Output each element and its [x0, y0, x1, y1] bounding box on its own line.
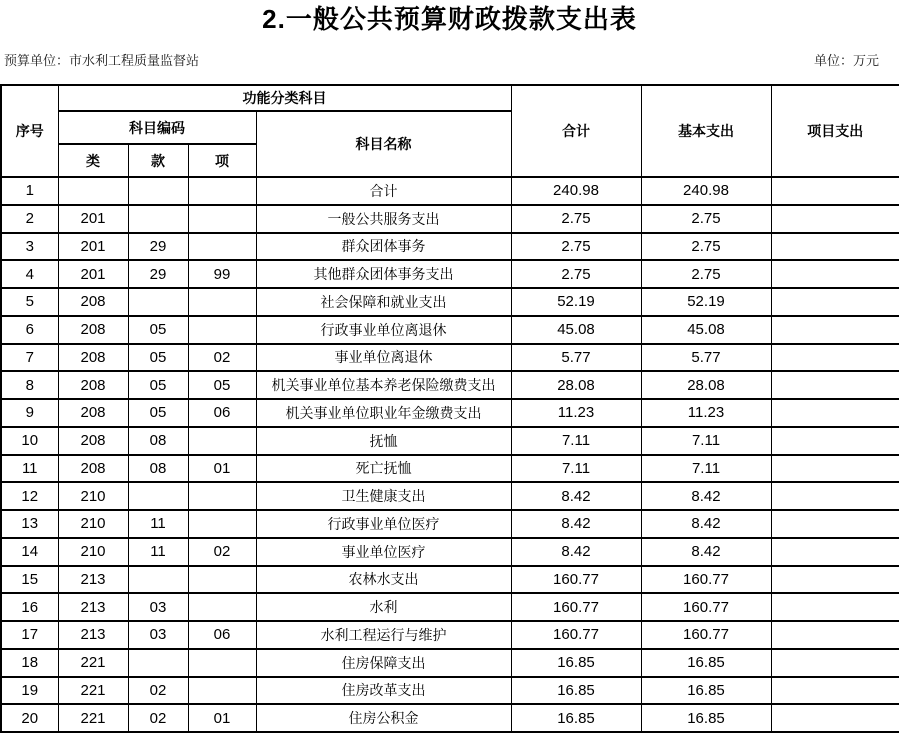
table-row [1, 510, 899, 538]
cell-basic: 2.75 [641, 233, 771, 261]
cell-basic: 8.42 [641, 510, 771, 538]
cell-basic: 28.08 [641, 371, 771, 399]
cell-total: 160.77 [511, 593, 641, 621]
cell-item-code: 05 [188, 371, 256, 399]
cell-seq: 4 [1, 260, 58, 288]
table-row [1, 233, 899, 261]
header-row-1 [1, 85, 899, 111]
header-basic: 基本支出 [641, 85, 771, 177]
cell-section-code [128, 205, 188, 233]
cell-item-code: 06 [188, 621, 256, 649]
cell-section-code [128, 177, 188, 205]
cell-project [771, 399, 899, 427]
header-functional-group: 功能分类科目 [58, 85, 511, 111]
cell-item-code [188, 510, 256, 538]
cell-class-code: 208 [58, 344, 128, 372]
cell-total: 2.75 [511, 233, 641, 261]
cell-project [771, 371, 899, 399]
cell-total: 2.75 [511, 205, 641, 233]
cell-seq: 18 [1, 649, 58, 677]
cell-project [771, 482, 899, 510]
cell-class-code: 210 [58, 482, 128, 510]
cell-project [771, 510, 899, 538]
cell-class-code: 201 [58, 260, 128, 288]
cell-item-code [188, 288, 256, 316]
cell-subject-name: 抚恤 [256, 427, 511, 455]
cell-seq: 12 [1, 482, 58, 510]
cell-section-code: 11 [128, 510, 188, 538]
budget-unit-label: 预算单位：市水利工程质量监督站 [4, 53, 200, 68]
cell-subject-name: 社会保障和就业支出 [256, 288, 511, 316]
cell-total: 16.85 [511, 704, 641, 732]
table-row [1, 205, 899, 233]
cell-subject-name: 合计 [256, 177, 511, 205]
page-title: 2.一般公共预算财政拨款支出表 [262, 4, 637, 34]
cell-seq: 11 [1, 455, 58, 483]
cell-section-code: 08 [128, 427, 188, 455]
cell-section-code: 05 [128, 371, 188, 399]
table-row [1, 455, 899, 483]
cell-basic: 7.11 [641, 455, 771, 483]
cell-item-code [188, 427, 256, 455]
cell-subject-name: 机关事业单位基本养老保险缴费支出 [256, 371, 511, 399]
cell-seq: 9 [1, 399, 58, 427]
expenditure-table [0, 84, 899, 733]
cell-class-code: 221 [58, 704, 128, 732]
cell-basic: 45.08 [641, 316, 771, 344]
header-code-class: 类 [58, 144, 128, 177]
cell-item-code [188, 677, 256, 705]
cell-class-code: 201 [58, 233, 128, 261]
cell-basic: 16.85 [641, 677, 771, 705]
cell-basic: 2.75 [641, 205, 771, 233]
cell-section-code: 11 [128, 538, 188, 566]
cell-class-code: 208 [58, 427, 128, 455]
table-row [1, 482, 899, 510]
cell-total: 52.19 [511, 288, 641, 316]
cell-basic: 8.42 [641, 538, 771, 566]
cell-item-code: 02 [188, 344, 256, 372]
cell-class-code: 201 [58, 205, 128, 233]
cell-seq: 17 [1, 621, 58, 649]
cell-project [771, 205, 899, 233]
unit-label: 单位：万元 [813, 53, 879, 68]
cell-seq: 14 [1, 538, 58, 566]
cell-project [771, 177, 899, 205]
table-row [1, 704, 899, 732]
cell-project [771, 704, 899, 732]
cell-project [771, 233, 899, 261]
table-row [1, 593, 899, 621]
table-row [1, 177, 899, 205]
cell-seq: 20 [1, 704, 58, 732]
cell-class-code: 210 [58, 510, 128, 538]
cell-total: 16.85 [511, 649, 641, 677]
header-subject-name: 科目名称 [256, 111, 511, 177]
cell-total: 2.75 [511, 260, 641, 288]
cell-total: 5.77 [511, 344, 641, 372]
cell-basic: 240.98 [641, 177, 771, 205]
cell-subject-name: 农林水支出 [256, 566, 511, 594]
cell-project [771, 538, 899, 566]
cell-section-code: 03 [128, 593, 188, 621]
cell-subject-name: 事业单位离退休 [256, 344, 511, 372]
table-header [1, 85, 899, 177]
cell-class-code: 208 [58, 371, 128, 399]
cell-seq: 15 [1, 566, 58, 594]
table-row [1, 316, 899, 344]
cell-basic: 160.77 [641, 593, 771, 621]
header-seq: 序号 [1, 85, 58, 177]
cell-seq: 7 [1, 344, 58, 372]
cell-class-code: 208 [58, 455, 128, 483]
cell-project [771, 344, 899, 372]
cell-seq: 13 [1, 510, 58, 538]
cell-project [771, 260, 899, 288]
cell-basic: 52.19 [641, 288, 771, 316]
cell-basic: 8.42 [641, 482, 771, 510]
cell-seq: 1 [1, 177, 58, 205]
cell-project [771, 427, 899, 455]
cell-total: 45.08 [511, 316, 641, 344]
cell-subject-name: 卫生健康支出 [256, 482, 511, 510]
table-row [1, 566, 899, 594]
header-project: 项目支出 [771, 85, 899, 177]
cell-total: 11.23 [511, 399, 641, 427]
cell-subject-name: 一般公共服务支出 [256, 205, 511, 233]
cell-subject-name: 行政事业单位医疗 [256, 510, 511, 538]
cell-seq: 6 [1, 316, 58, 344]
cell-project [771, 593, 899, 621]
cell-seq: 3 [1, 233, 58, 261]
cell-seq: 19 [1, 677, 58, 705]
table-row [1, 621, 899, 649]
cell-seq: 5 [1, 288, 58, 316]
cell-total: 8.42 [511, 482, 641, 510]
cell-project [771, 316, 899, 344]
cell-class-code [58, 177, 128, 205]
cell-section-code: 29 [128, 260, 188, 288]
cell-seq: 2 [1, 205, 58, 233]
table-row [1, 260, 899, 288]
cell-subject-name: 群众团体事务 [256, 233, 511, 261]
cell-subject-name: 水利 [256, 593, 511, 621]
cell-class-code: 213 [58, 593, 128, 621]
meta-row [4, 50, 879, 69]
cell-subject-name: 死亡抚恤 [256, 455, 511, 483]
header-code-group: 科目编码 [58, 111, 256, 144]
cell-seq: 10 [1, 427, 58, 455]
cell-basic: 16.85 [641, 704, 771, 732]
cell-item-code [188, 316, 256, 344]
cell-class-code: 213 [58, 566, 128, 594]
cell-item-code: 06 [188, 399, 256, 427]
cell-subject-name: 水利工程运行与维护 [256, 621, 511, 649]
cell-section-code: 08 [128, 455, 188, 483]
table-body [1, 177, 899, 732]
cell-total: 16.85 [511, 677, 641, 705]
table-row [1, 288, 899, 316]
cell-section-code: 02 [128, 677, 188, 705]
header-code-item: 项 [188, 144, 256, 177]
cell-class-code: 221 [58, 649, 128, 677]
cell-item-code [188, 233, 256, 261]
cell-total: 7.11 [511, 427, 641, 455]
cell-total: 160.77 [511, 566, 641, 594]
cell-item-code [188, 593, 256, 621]
cell-total: 28.08 [511, 371, 641, 399]
table-row [1, 538, 899, 566]
cell-section-code [128, 482, 188, 510]
cell-item-code: 01 [188, 704, 256, 732]
cell-subject-name: 住房公积金 [256, 704, 511, 732]
cell-item-code [188, 482, 256, 510]
cell-class-code: 213 [58, 621, 128, 649]
cell-section-code [128, 649, 188, 677]
table-row [1, 427, 899, 455]
cell-item-code [188, 649, 256, 677]
cell-project [771, 566, 899, 594]
cell-item-code [188, 205, 256, 233]
cell-project [771, 677, 899, 705]
cell-item-code: 02 [188, 538, 256, 566]
cell-section-code: 05 [128, 399, 188, 427]
cell-section-code: 05 [128, 316, 188, 344]
cell-item-code [188, 566, 256, 594]
cell-section-code: 29 [128, 233, 188, 261]
cell-total: 160.77 [511, 621, 641, 649]
cell-subject-name: 事业单位医疗 [256, 538, 511, 566]
cell-basic: 160.77 [641, 566, 771, 594]
cell-subject-name: 其他群众团体事务支出 [256, 260, 511, 288]
cell-project [771, 455, 899, 483]
cell-class-code: 208 [58, 288, 128, 316]
cell-basic: 160.77 [641, 621, 771, 649]
cell-item-code: 01 [188, 455, 256, 483]
cell-project [771, 649, 899, 677]
cell-basic: 11.23 [641, 399, 771, 427]
cell-basic: 16.85 [641, 649, 771, 677]
cell-seq: 16 [1, 593, 58, 621]
cell-total: 8.42 [511, 510, 641, 538]
cell-basic: 7.11 [641, 427, 771, 455]
cell-subject-name: 机关事业单位职业年金缴费支出 [256, 399, 511, 427]
cell-section-code: 05 [128, 344, 188, 372]
cell-item-code: 99 [188, 260, 256, 288]
cell-basic: 2.75 [641, 260, 771, 288]
table-row [1, 677, 899, 705]
cell-subject-name: 住房改革支出 [256, 677, 511, 705]
cell-item-code [188, 177, 256, 205]
cell-class-code: 208 [58, 316, 128, 344]
header-total: 合计 [511, 85, 641, 177]
cell-total: 8.42 [511, 538, 641, 566]
table-row [1, 399, 899, 427]
table-row [1, 649, 899, 677]
header-code-section: 款 [128, 144, 188, 177]
cell-subject-name: 住房保障支出 [256, 649, 511, 677]
cell-project [771, 621, 899, 649]
cell-total: 7.11 [511, 455, 641, 483]
cell-section-code [128, 288, 188, 316]
cell-project [771, 288, 899, 316]
cell-section-code [128, 566, 188, 594]
table-row [1, 371, 899, 399]
cell-subject-name: 行政事业单位离退休 [256, 316, 511, 344]
cell-class-code: 208 [58, 399, 128, 427]
cell-seq: 8 [1, 371, 58, 399]
cell-section-code: 02 [128, 704, 188, 732]
cell-section-code: 03 [128, 621, 188, 649]
cell-class-code: 221 [58, 677, 128, 705]
cell-class-code: 210 [58, 538, 128, 566]
cell-basic: 5.77 [641, 344, 771, 372]
cell-total: 240.98 [511, 177, 641, 205]
table-row [1, 344, 899, 372]
